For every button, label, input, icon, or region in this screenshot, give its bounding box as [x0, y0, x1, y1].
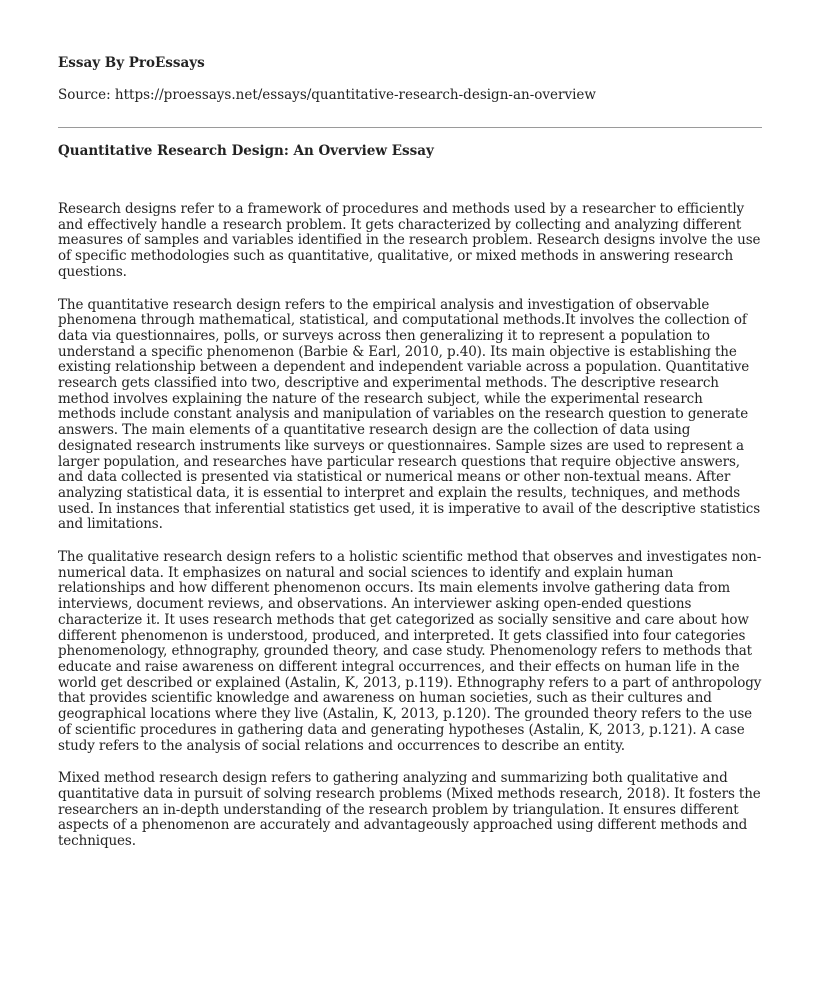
paragraph-intro: Research designs refer to a framework of procedures and methods used by a researcher to efficiently and effectively handle a research problem. It gets characterized by collecting and analyzing different measures of samples and variables identified in the research problem. Research designs involve the use of specific methodologies such as quantitative, qualitative, or mixed methods in answering research questions. [58, 201, 761, 280]
essay-body [58, 202, 764, 867]
paragraph-mixed-methods: Mixed method research design refers to gathering analyzing and summarizing both qualitative and quantitative data in pursuit of solving research problems (Mixed methods research, 2018). It fosters the researchers an in-depth understanding of the research problem by triangulation. It ensures different aspects of a phenomenon are accurately and advantageously approached using different methods and techniques. [58, 770, 761, 850]
header-divider [58, 127, 762, 128]
essay-title: Quantitative Research Design: An Overview Essay [58, 143, 434, 159]
paragraph-qualitative: The qualitative research design refers to a holistic scientific method that observes and investigates non-numerical data. It emphasizes on natural and social sciences to identify and explain human relationships and how different phenomenon occurs. Its main elements involve gathering data from interviews, document reviews, and observations. An interviewer asking open-ended questions characterize it. It uses research methods that get categorized as socially sensitive and care about how different phenomenon is understood, produced, and interpreted. It gets classified into four categories phenomenology, ethnography, grounded theory, and case study. Phenomenology refers to methods that educate and raise awareness on different integral occurrences, and their effects on human life in the world get described or explained (Astalin, K, 2013, p.119). Ethnography refers to a part of anthropology that provides scientific knowledge and awareness on human societies, such as their cultures and geographical locations where they live (Astalin, K, 2013, p.120). The grounded theory refers to the use of scientific procedures in gathering data and generating hypotheses (Astalin, K, 2013, p.121). A case study refers to the analysis of social relations and occurrences to describe an entity. [58, 549, 762, 754]
source-line: Source: https://proessays.net/essays/quantitative-research-design-an-overview [58, 87, 596, 103]
paragraph-quantitative: The quantitative research design refers to the empirical analysis and investigation of observable phenomena through mathematical, statistical, and computational methods.It involves the collection of data via questionnaires, polls, or surveys across then generalizing it to represent a population to understand a specific phenomenon (Barbie & Earl, 2010, p.40). Its main objective is establishing the existing relationship between a dependent and independent variable across a population. Quantitative research gets classified into two, descriptive and experimental methods. The descriptive research method involves explaining the nature of the research subject, while the experimental research methods include constant analysis and manipulation of variables on the research question to generate answers. The main elements of a quantitative research design are the collection of data using designated research instruments like surveys or questionnaires. Sample sizes are used to represent a larger population, and researches have particular research questions that require objective answers, and data collected is presented via statistical or numerical means or other non-textual means. After analyzing statistical data, it is essential to interpret and explain the results, techniques, and methods used. In instances that inferential statistics get used, it is imperative to avail of the descriptive statistics and limitations. [58, 296, 761, 533]
essay-byline: Essay By ProEssays [58, 55, 205, 71]
